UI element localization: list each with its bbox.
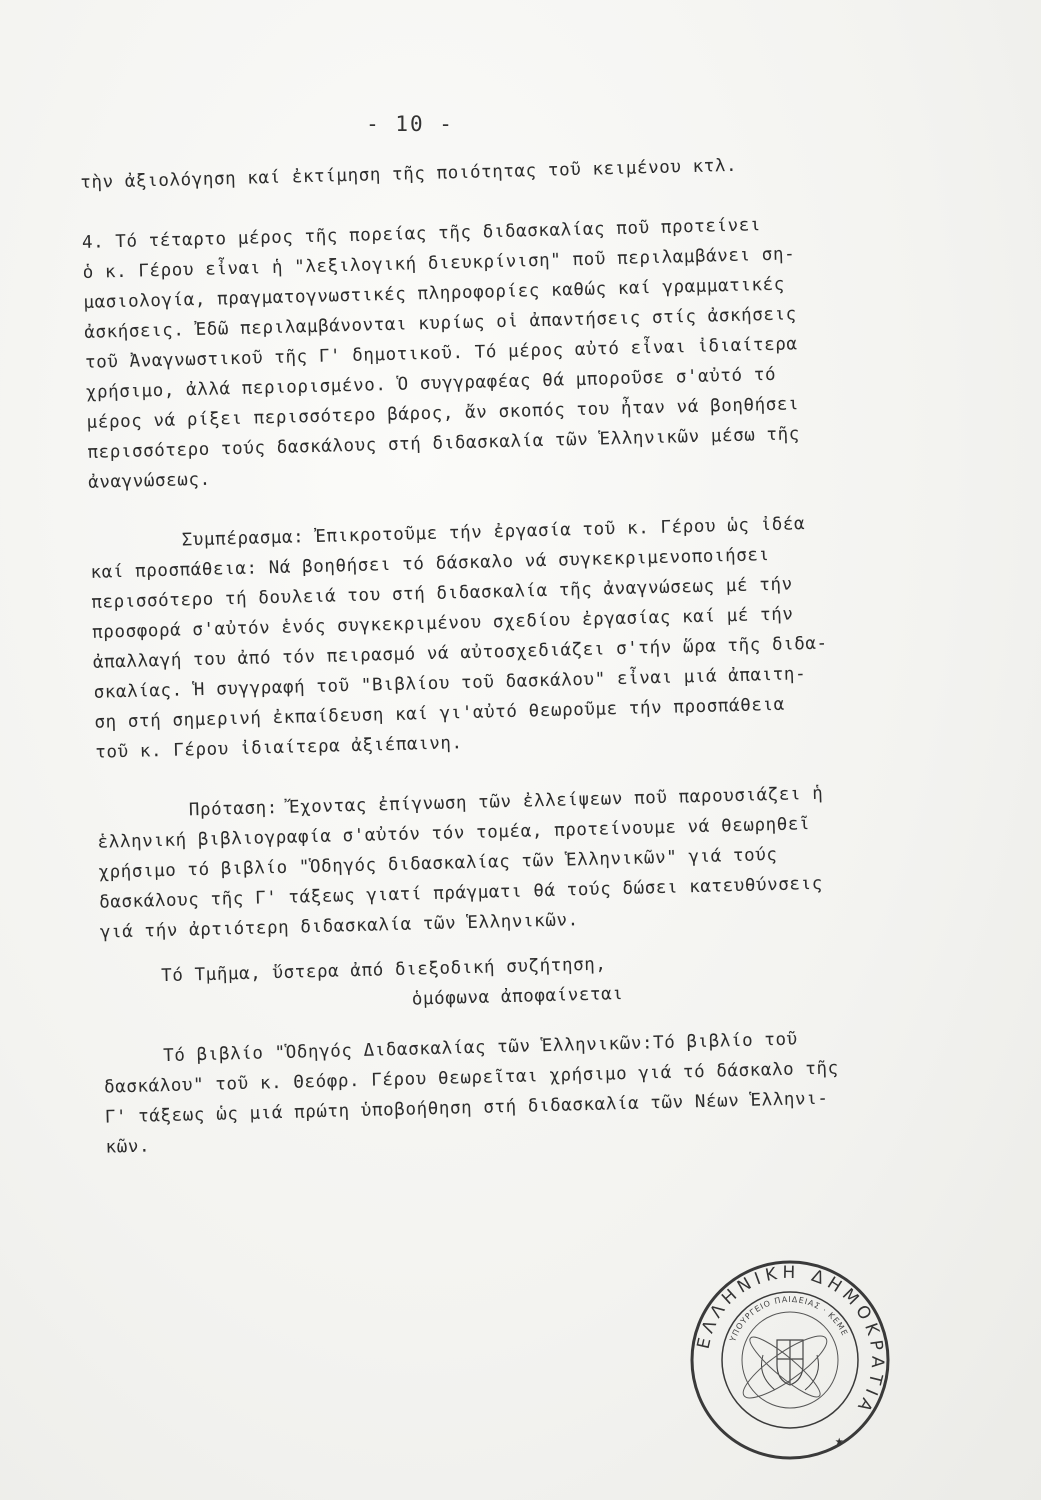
orbit-doodle-icon <box>736 1327 834 1407</box>
stamp-outer-text: ΕΛΛΗΝΙΚΗ ΔΗΜΟΚΡΑΤΙΑ <box>693 1262 888 1419</box>
text-line: τοῦ κ. Γέρου ἰδιαίτερα ἀξιέπαινη. <box>95 733 463 763</box>
text-line: 4. Τό τέταρτο μέρος τῆς πορείας τῆς διδασκαλίας ποῦ προτείνει <box>81 215 762 253</box>
text-line: Τό Τμῆμα, ὕστερα ἀπό διεξοδική συζήτηση, <box>160 954 607 987</box>
text-line: τοῦ Ἀναγνωστικοῦ τῆς Γ' δημοτικοῦ. Τό μέρος αὐτό εἶναι ἰδιαίτερα <box>84 334 798 373</box>
text-line: περισσότερο τή δουλειά του στή διδασκαλία τῆς ἀναγνώσεως μέ τήν <box>91 574 793 613</box>
text-line: μασιολογία, πραγματογνωστικές πληροφορίες καθώς καί γραμματικές <box>83 274 786 313</box>
official-stamp <box>685 1255 895 1465</box>
text-line: σκαλίας. Ἡ συγγραφή τοῦ "Βιβλίου τοῦ δασκάλου" εἶναι μιά ἀπαιτη- <box>93 664 807 703</box>
text-line: ὁ κ. Γέρου εἶναι ἡ "λεξιλογική διευκρίνιση" ποῦ περιλαμβάνει ση- <box>82 244 796 283</box>
text-line: περισσότερο τούς δασκάλους στή διδασκαλία τῶν Ἑλληνικῶν μέσω τῆς <box>87 424 801 463</box>
text-line: ἀπαλλαγή του ἀπό τόν πειρασμό νά αὐτοσχεδιάζει σ'τήν ὥρα τῆς διδα- <box>92 633 828 673</box>
text-line: δασκάλους τῆς Γ' τάξεως γιατί πράγματι θά τούς δώσει κατευθύνσεις <box>98 873 824 913</box>
text-line: κῶν. <box>105 1136 151 1158</box>
page-number: - 10 - <box>366 112 454 136</box>
text-line: Συμπέρασμα: Ἐπικροτοῦμε τήν ἐργασία τοῦ κ. Γέρου ὡς ἰδέα <box>181 514 806 551</box>
text-line: ση στή σημερινή ἐκπαίδευση καί γι'αὐτό θεωροῦμε τήν προσπάθεια <box>94 694 785 733</box>
text-line: χρήσιμο τό βιβλίο "Ὁδηγός διδασκαλίας τῶν Ἑλληνικῶν" γιά τούς <box>98 844 778 883</box>
text-line: καί προσπάθεια: Νά βοηθήσει τό δάσκαλο νά συγκεκριμενοποιήσει <box>90 545 770 583</box>
text-line: ἀναγνώσεως. <box>87 469 211 493</box>
text-line: Γ' τάξεως ὡς μιά πρώτη ὑποβοήθηση στή διδασκαλία τῶν Νέων Ἑλληνι- <box>104 1088 829 1128</box>
text-line: χρήσιμο, ἀλλά περιορισμένο. Ὁ συγγραφέας θά μποροῦσε σ'αὐτό τό <box>85 364 777 403</box>
text-line: μέρος νά ρίξει περισσότερο βάρος, ἄν σκοπός του ἦταν νά βοηθήσει <box>86 394 800 433</box>
body-text <box>80 144 1011 1162</box>
text-line: προσφορά σ'αὐτόν ἑνός συγκεκριμένου σχεδίου ἐργασίας καί μέ τήν <box>91 604 794 643</box>
stamp-inner-text: ΥΠΟΥΡΓΕΙΟ ΠΑΙΔΕΙΑΣ · ΚΕΜΕ <box>728 1294 850 1343</box>
text-line: ὁμόφωνα ἀποφαίνεται <box>411 984 624 1010</box>
text-line: τὴν ἀξιολόγηση καί ἐκτίμηση τῆς ποιότητας τοῦ κειμένου κτλ. <box>80 155 738 193</box>
text-line: γιά τήν ἀρτιότερη διδασκαλία τῶν Ἑλληνικῶν. <box>99 910 579 943</box>
text-line: ἀσκήσεις. Ἐδῶ περιλαμβάνονται κυρίως οἱ ἀπαντήσεις στίς ἀσκήσεις <box>84 304 798 343</box>
star-icon: ★ <box>835 1433 844 1449</box>
text-line: Τό βιβλίο "Ὁδηγός Διδασκαλίας τῶν Ἑλληνικῶν:Τό βιβλίο τοῦ <box>163 1029 799 1067</box>
text-line: ἑλληνική βιβλιογραφία σ'αὐτόν τόν τομέα, προτείνουμε νά θεωρηθεῖ <box>97 814 811 853</box>
text-line: δασκάλου" τοῦ κ. Θεόφρ. Γέρου θεωρεῖται χρήσιμο γιά τό δάσκαλο τῆς <box>103 1058 840 1098</box>
text-line: Πρόταση: Ἔχοντας ἐπίγνωση τῶν ἐλλείψεων ποῦ παρουσιάζει ἡ <box>188 783 824 821</box>
